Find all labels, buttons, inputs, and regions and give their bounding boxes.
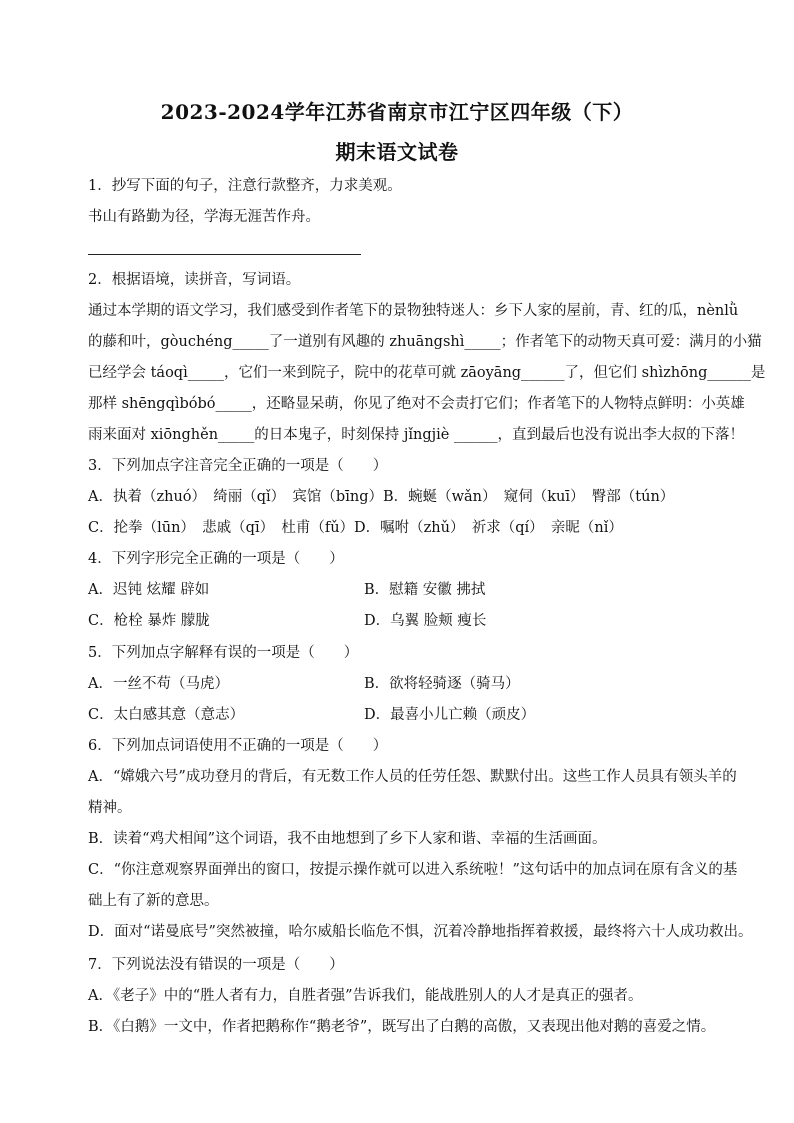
q3-options-ab: A．执着（zhuó） 绮丽（qǐ） 宾馆（bīng）B．蜿蜒（wǎn） 窥伺（kuī） 臀部（tún） (88, 489, 675, 505)
q5-stem: 5．下列加点字解释有误的一项是（ ） (88, 645, 359, 661)
exam-subtitle: 期末语文试卷 (335, 140, 459, 164)
q7-option-b: B．《白鹅》一文中，作者把鹅称作“鹅老爷”，既写出了白鹅的高傲，又表现出他对鹅的喜爱之情。 (88, 1019, 716, 1035)
q5-option-b: B．欲将轻骑逐（骑马） (364, 676, 520, 692)
q5-option-c: C．太白感其意（意志） (88, 707, 245, 723)
q1-answer-line (88, 254, 361, 255)
exam-title: 2023-2024学年江苏省南京市江宁区四年级（下） (160, 100, 634, 124)
q6-option-c-cont: 础上有了新的意思。 (88, 893, 219, 909)
q2-passage-line: 雨来面对 xiōnghěn_____的日本鬼子，时刻保持 jǐngjiè ______，直到最后也没有说出李大叔的下落！ (88, 427, 744, 443)
q4-stem: 4．下列字形完全正确的一项是（ ） (88, 551, 344, 567)
q2-passage-line: 已经学会 táoqì_____，它们一来到院子，院中的花草可就 zāoyāng______了，但它们 shìzhōng______是 (88, 365, 766, 381)
q3-stem: 3．下列加点字注音完全正确的一项是（ ） (88, 458, 388, 474)
q6-stem: 6．下列加点词语使用不正确的一项是（ ） (88, 738, 388, 754)
q5-option-d: D．最喜小儿亡赖（顽皮） (364, 707, 536, 723)
q2-passage-line: 那样 shēngqìbóbó_____，还略显呆萌，你见了绝对不会责打它们；作者笔下的人物特点鲜明：小英雄 (88, 396, 745, 412)
q5-option-a: A．一丝不苟（马虎） (88, 676, 229, 692)
q4-option-b: B．慰籍 安徽 拂拭 (364, 582, 486, 598)
q6-option-c: C．“你注意观察界面弹出的窗口，按提示操作就可以进入系统啦！”这句话中的加点词在原有含义的基 (88, 862, 738, 878)
q6-option-a-cont: 精神。 (88, 800, 132, 816)
q2-passage-line: 的藤和叶，gòuchéng_____了一道别有风趣的 zhuāngshì_____；作者笔下的动物天真可爱：满月的小猫 (88, 334, 762, 350)
q6-option-b: B．读着“鸡犬相闻”这个词语，我不由地想到了乡下人家和谐、幸福的生活画面。 (88, 831, 607, 847)
q1-sentence: 书山有路勤为径，学海无涯苦作舟。 (88, 209, 320, 225)
q7-stem: 7．下列说法没有错误的一项是（ ） (88, 957, 344, 973)
q4-option-c: C．枪栓 暴炸 朦胧 (88, 613, 210, 629)
q4-option-d: D．乌翼 脸颊 瘦长 (364, 613, 487, 629)
q6-option-d: D．面对“诺曼底号”突然被撞，哈尔威船长临危不惧，沉着冷静地指挥着救援，最终将六十人成功救出。 (88, 924, 753, 940)
q2-stem: 2．根据语境，读拼音，写词语。 (88, 272, 301, 288)
q4-option-a: A．迟钝 炫耀 辟如 (88, 582, 210, 598)
q6-option-a: A．“嫦娥六号”成功登月的背后，有无数工作人员的任劳任怨、默默付出。这些工作人员具有领头羊的 (88, 769, 737, 785)
q2-passage-line: 通过本学期的语文学习，我们感受到作者笔下的景物独特迷人：乡下人家的屋前，青、红的瓜，nènlǜ (88, 303, 739, 319)
q3-options-cd: C．抡拳（lūn） 悲戚（qī） 杜甫（fǔ）D．嘱咐（zhǔ） 祈求（qí） 亲昵（nǐ） (88, 520, 623, 536)
q7-option-a: A．《老子》中的“胜人者有力，自胜者强”告诉我们，能战胜别人的人才是真正的强者。 (88, 988, 643, 1004)
q1-stem: 1．抄写下面的句子，注意行款整齐，力求美观。 (88, 178, 402, 194)
